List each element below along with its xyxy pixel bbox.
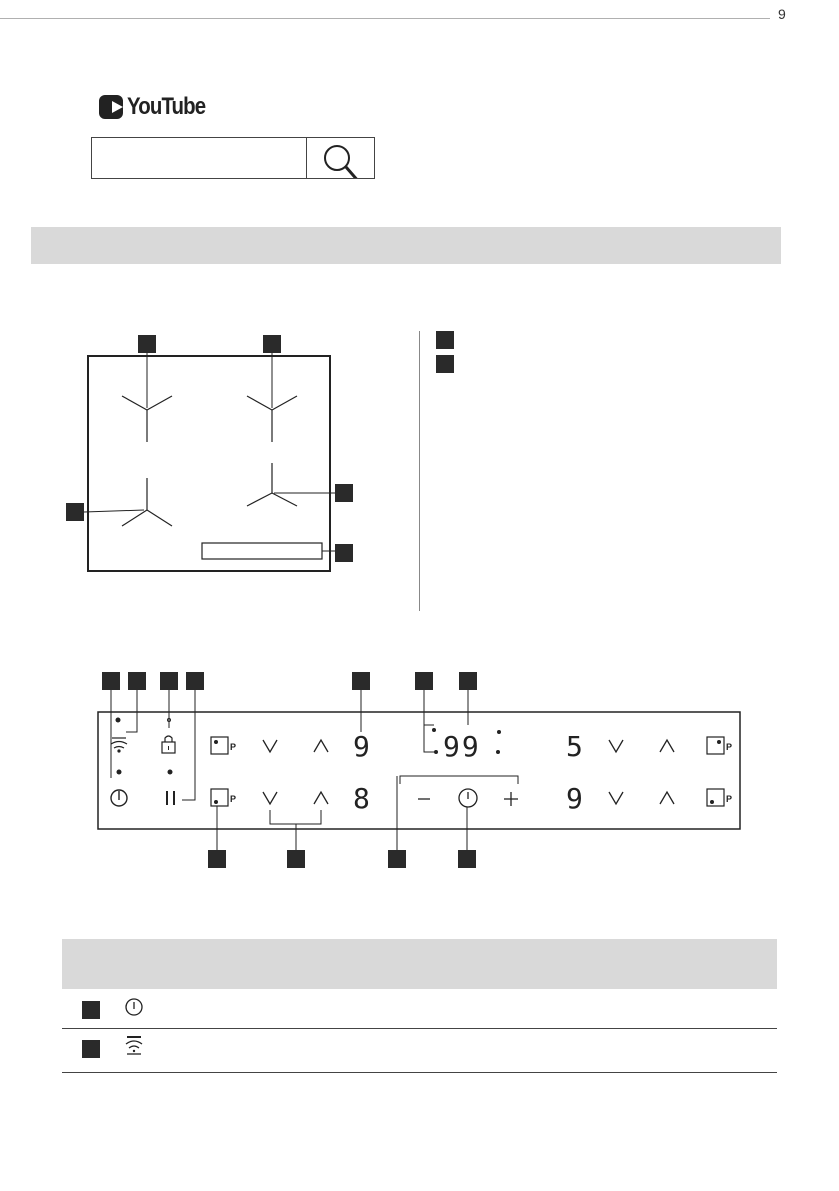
svg-text:P: P <box>726 794 733 804</box>
zone-display-top-right: 5 <box>566 730 583 763</box>
header-rule <box>0 18 770 19</box>
svg-text:P: P <box>726 742 733 752</box>
control-panel-diagram <box>90 670 760 870</box>
youtube-wordmark: YouTube <box>126 93 206 120</box>
svg-text:P: P <box>230 794 237 804</box>
table-bottom-border <box>62 1072 777 1073</box>
table-header <box>62 939 777 989</box>
youtube-search-input[interactable] <box>92 138 306 178</box>
youtube-play-icon <box>99 95 123 119</box>
column-divider <box>419 331 420 611</box>
section-title-bar <box>31 227 781 264</box>
hood-connect-icon <box>124 1034 144 1056</box>
table-row-marker <box>82 1040 100 1058</box>
timer-display: 99 <box>443 730 481 763</box>
legend-marker <box>436 355 454 373</box>
zone-display-bottom-right: 9 <box>566 782 583 815</box>
youtube-search-box <box>91 137 375 179</box>
page-number: 9 <box>778 6 786 22</box>
zone-display-bottom-left: 8 <box>353 782 370 815</box>
power-icon <box>124 997 144 1017</box>
youtube-logo[interactable] <box>99 95 219 119</box>
legend-marker <box>436 331 454 349</box>
cooking-surface-diagram <box>60 330 360 580</box>
youtube-search-button[interactable] <box>306 138 374 178</box>
svg-text:P: P <box>230 742 237 752</box>
table-row-marker <box>82 1001 100 1019</box>
table-row-divider <box>62 1028 777 1029</box>
zone-display-top-left: 9 <box>353 730 370 763</box>
search-icon <box>307 138 375 178</box>
